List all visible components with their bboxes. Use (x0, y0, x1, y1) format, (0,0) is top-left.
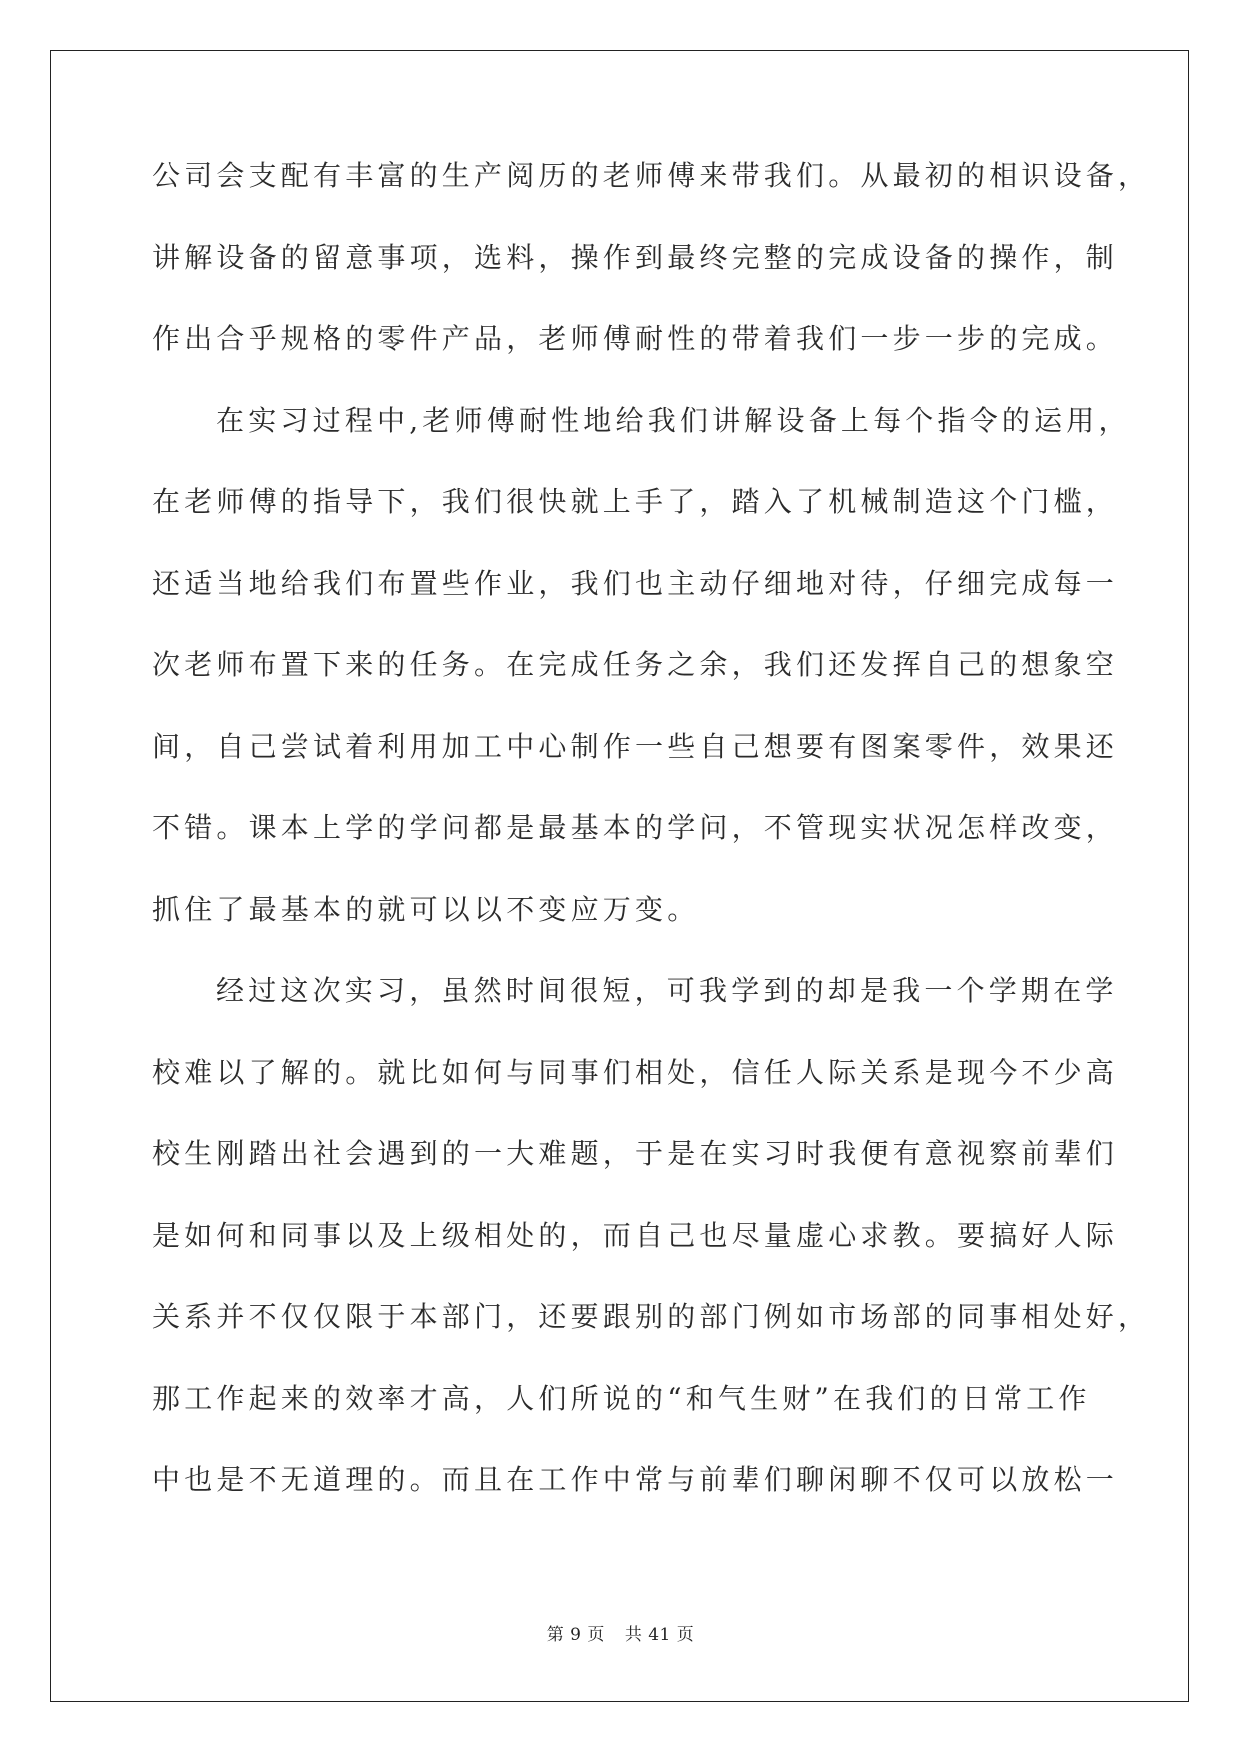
paragraph-start-line: 在实习过程中,老师傅耐性地给我们讲解设备上每个指令的运用， (216, 403, 1131, 437)
text-line: 校生刚踏出社会遇到的一大难题，于是在实习时我便有意视察前辈们 (152, 1137, 1119, 1170)
text-line: 公司会支配有丰富的生产阅历的老师傅来带我们。从最初的相识设备， (152, 159, 1151, 192)
document-body (152, 158, 1151, 1544)
paragraph-start-line: 经过这次实习，虽然时间很短，可我学到的却是我一个学期在学 (216, 974, 1118, 1007)
text-line: 不错。课本上学的学问都是最基本的学问，不管现实状况怎样改变， (152, 811, 1119, 844)
text-line: 间，自己尝试着利用加工中心制作一些自己想要有图案零件，效果还 (152, 729, 1119, 763)
text-line: 是如何和同事以及上级相处的，而自己也尽量虚心求教。要搞好人际 (152, 1218, 1119, 1252)
page-footer (0, 1620, 1241, 1645)
text-line: 次老师布置下来的任务。在完成任务之余，我们还发挥自己的想象空 (152, 648, 1119, 681)
text-line: 作出合乎规格的零件产品，老师傅耐性的带着我们一步一步的完成。 (152, 322, 1119, 355)
text-line: 还适当地给我们布置些作业，我们也主动仔细地对待，仔细完成每一 (152, 566, 1119, 600)
text-line: 中也是不无道理的。而且在工作中常与前辈们聊闲聊不仅可以放松一 (152, 1463, 1119, 1496)
text-line: 抓住了最基本的就可以以不变应万变。 (152, 892, 700, 926)
text-line: 关系并不仅仅限于本部门，还要跟别的部门例如市场部的同事相处好， (152, 1300, 1151, 1333)
text-line: 在老师傅的指导下，我们很快就上手了，踏入了机械制造这个门槛， (152, 485, 1119, 518)
text-line: 那工作起来的效率才高，人们所说的“和气生财”在我们的日常工作 (152, 1381, 1091, 1415)
text-line: 校难以了解的。就比如何与同事们相处，信任人际关系是现今不少高 (152, 1055, 1119, 1089)
page-total: 共 41 页 (624, 1625, 695, 1645)
text-line: 讲解设备的留意事项，选料，操作到最终完整的完成设备的操作，制 (152, 240, 1119, 274)
page-number: 第 9 页 (546, 1625, 605, 1645)
